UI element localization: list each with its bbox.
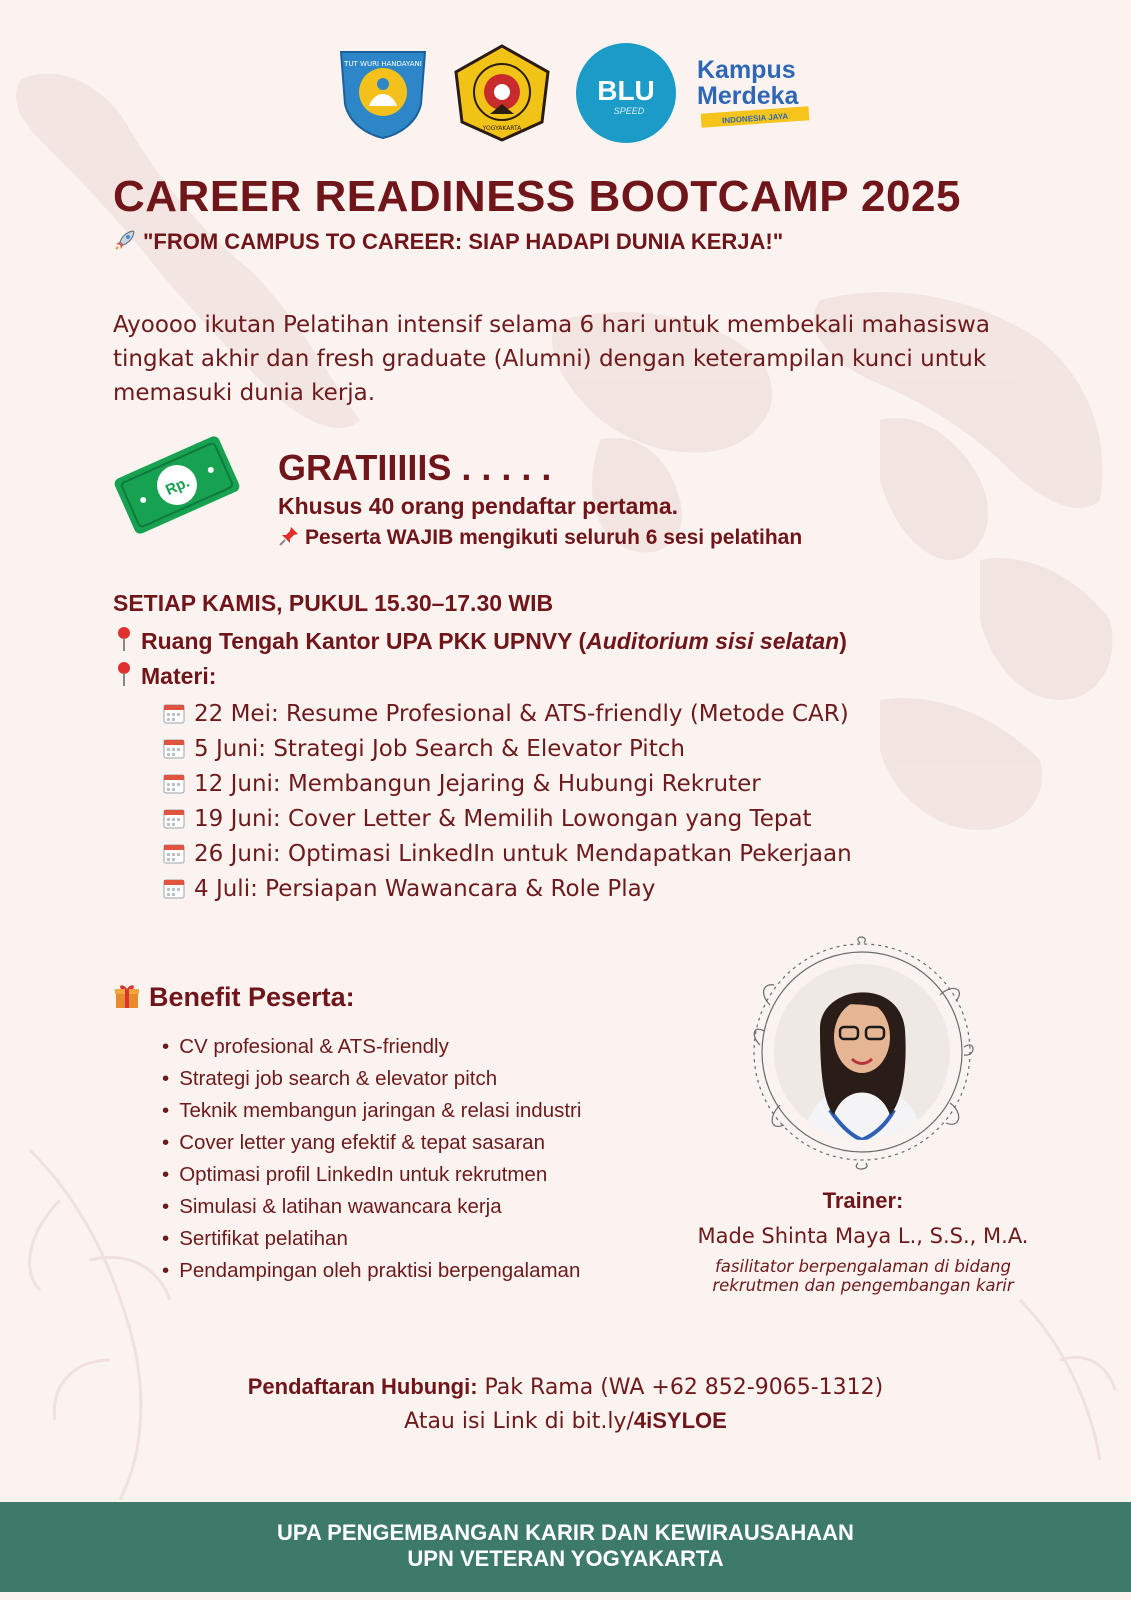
page-title: CAREER READINESS BOOTCAMP 2025 xyxy=(113,172,961,221)
session-list xyxy=(162,697,852,907)
round-pin-icon xyxy=(113,626,135,652)
mandatory-text: Peserta WAJIB mengikuti seluruh 6 sesi pelatihan xyxy=(278,525,802,550)
gift-icon xyxy=(113,982,141,1010)
round-pin-icon xyxy=(113,661,135,687)
materi-label: Materi: xyxy=(113,661,216,690)
benefit-item: • Sertifikat pelatihan xyxy=(162,1223,581,1255)
benefit-item: • Cover letter yang efektif & tepat sasaran xyxy=(162,1127,581,1159)
benefit-item: • Strategi job search & elevator pitch xyxy=(162,1063,581,1095)
benefit-item: • Teknik membangun jaringan & relasi industri xyxy=(162,1095,581,1127)
footer-bar xyxy=(0,1502,1131,1592)
schedule-time: SETIAP KAMIS, PUKUL 15.30–17.30 WIB xyxy=(113,590,554,616)
rocket-icon xyxy=(113,228,137,252)
calendar-icon xyxy=(162,771,186,795)
benefit-item: • Simulasi & latihan wawancara kerja xyxy=(162,1191,581,1223)
session-item: 4 Juli: Persiapan Wawancara & Role Play xyxy=(162,872,852,907)
benefit-list xyxy=(162,1031,581,1287)
footer-line: UPN VETERAN YOGYAKARTA xyxy=(407,1546,724,1571)
trainer-photo xyxy=(740,935,985,1170)
money-bill-icon xyxy=(112,430,242,540)
trainer-label: Trainer: xyxy=(822,1188,904,1213)
calendar-icon xyxy=(162,701,186,725)
benefit-heading: Benefit Peserta: xyxy=(113,982,355,1013)
registration-contact: Pendaftaran Hubungi: Pak Rama (WA +62 852-9065-1312) xyxy=(247,1374,884,1400)
trainer-desc-line: fasilitator berpengalaman di bidang xyxy=(715,1257,1011,1276)
free-heading: GRATIIIIIS . . . . . xyxy=(278,447,552,488)
session-item: 5 Juni: Strategi Job Search & Elevator Pitch xyxy=(162,732,852,767)
svg-text:Merdeka: Merdeka xyxy=(697,82,799,110)
session-item: 12 Juni: Membangun Jejaring & Hubungi Rekruter xyxy=(162,767,852,802)
calendar-icon xyxy=(162,876,186,900)
session-item: 22 Mei: Resume Profesional & ATS-friendly (Metode CAR) xyxy=(162,697,852,732)
trainer-description xyxy=(680,1257,1046,1295)
registration-link[interactable]: Atau isi Link di bit.ly/4iSYLOE xyxy=(404,1408,727,1434)
svg-text:Rp.: Rp. xyxy=(163,473,193,500)
location-text: Ruang Tengah Kantor UPA PKK UPNVY (Auditorium sisi selatan) xyxy=(113,626,847,655)
kemdikbud-logo xyxy=(333,42,433,142)
trainer-name: Made Shinta Maya L., S.S., M.A. xyxy=(697,1224,1029,1248)
blu-speed-logo xyxy=(575,42,677,144)
svg-text:TUT WURI HANDAYANI: TUT WURI HANDAYANI xyxy=(344,60,422,68)
svg-text:Kampus: Kampus xyxy=(697,56,796,84)
page-subtitle: "FROM CAMPUS TO CAREER: SIAP HADAPI DUNIA KERJA!" xyxy=(113,228,783,255)
calendar-icon xyxy=(162,806,186,830)
footer-line: UPA PENGEMBANGAN KARIR DAN KEWIRAUSAHAAN xyxy=(277,1520,854,1545)
trainer-desc-line: rekrutmen dan pengembangan karir xyxy=(712,1276,1014,1295)
intro-paragraph: Ayoooo ikutan Pelatihan intensif selama 6 hari untuk membekali mahasiswa tingkat akhir dan fresh graduate (Alumni) dengan keterampilan kunci untuk memasuki dunia kerja. xyxy=(113,312,990,406)
svg-text:BLU: BLU xyxy=(597,75,655,106)
upn-veteran-logo xyxy=(450,42,554,142)
benefit-item: • Pendampingan oleh praktisi berpengalaman xyxy=(162,1255,581,1287)
svg-text:YOGYAKARTA: YOGYAKARTA xyxy=(482,125,522,132)
benefit-item: • CV profesional & ATS-friendly xyxy=(162,1031,581,1063)
svg-text:INDONESIA JAYA: INDONESIA JAYA xyxy=(721,111,789,126)
benefit-item: • Optimasi profil LinkedIn untuk rekrutmen xyxy=(162,1159,581,1191)
calendar-icon xyxy=(162,841,186,865)
kampus-merdeka-logo xyxy=(695,54,815,130)
session-item: 26 Juni: Optimasi LinkedIn untuk Mendapatkan Pekerjaan xyxy=(162,837,852,872)
svg-text:SPEED: SPEED xyxy=(613,106,645,116)
pushpin-icon xyxy=(278,525,300,547)
quota-text: Khusus 40 orang pendaftar pertama. xyxy=(278,493,679,519)
calendar-icon xyxy=(162,736,186,760)
session-item: 19 Juni: Cover Letter & Memilih Lowongan yang Tepat xyxy=(162,802,852,837)
